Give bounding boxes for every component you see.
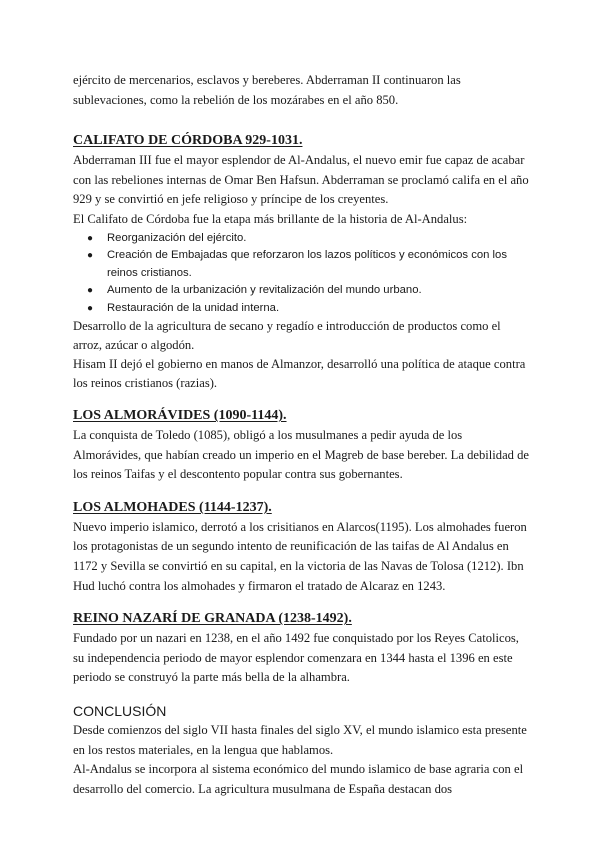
heading-almoravides: LOS ALMORÁVIDES (1090-1144). [73, 408, 287, 424]
almohades-paragraph: Nuevo imperio islamico, derrotó a los crisitianos en Alarcos(1195). Los almohades fueron los protagonistas de un segundo intento de reunificación de las taifas de Al Andalus en 1172 y Sevilla se convirtió en su capital, en la victoria de las Navas de Tolosa (1212). Ibn Hud luchó contra los almohades y firmaron el tratado de Alcaraz en 1243. [73, 519, 527, 593]
califato-list [73, 230, 531, 318]
spacer [73, 393, 531, 406]
spacer [73, 596, 531, 609]
califato-paragraph-1: Abderraman III fue el mayor esplendor de Al-Andalus, el nuevo emir fue capaz de acabar con las rebeliones internas de Omar Ben Hafsun. Abderraman se proclamó califa en el año 929 y se convirtió en jefe religioso y príncipe de los creyentes. [73, 153, 529, 207]
spacer [73, 110, 531, 131]
bullet-icon: ● [87, 285, 94, 297]
heading-conclusion: CONCLUSIÓN [73, 703, 167, 719]
heading-califato: CALIFATO DE CÓRDOBA 929-1031. [73, 133, 303, 149]
almoravides-paragraph: La conquista de Toledo (1085), obligó a los musulmanes a pedir ayuda de los Almorávides, que habían creado un imperio en el Magreb de base bereber. La debilidad de los reinos Taifas y el descontento popular contra sus gobernantes. [73, 428, 529, 482]
heading-almohades: LOS ALMOHADES (1144-1237). [73, 499, 272, 515]
list-item-text: Restauración de la unidad interna. [107, 301, 280, 314]
intro-paragraph: ejército de mercenarios, esclavos y bereberes. Abderraman II continuaron las sublevaciones, como la rebelión de los mozárabes en el año 850. [73, 73, 461, 107]
conclusion-paragraph-1: Desde comienzos del siglo VII hasta finales del siglo XV, el mundo islamico esta presente en los restos materiales, en la lengua que hablamos. [73, 723, 527, 757]
bullet-icon: ● [87, 232, 94, 244]
nazari-paragraph: Fundado por un nazari en 1238, en el año 1492 fue conquistado por los Reyes Catolicos, su independencia periodo de mayor esplendor comenzara en 1344 hasta el 1396 en este periodo se construyó la parte más bella de la alhambra. [73, 631, 519, 685]
list-item [73, 247, 531, 282]
califato-paragraph-2: El Califato de Córdoba fue la etapa más brillante de la historia de Al-Andalus: [73, 211, 468, 226]
bullet-icon: ● [87, 302, 94, 314]
document-body [73, 71, 531, 799]
list-item-text: Reorganización del ejército. [107, 231, 247, 244]
list-item [73, 300, 531, 318]
califato-paragraph-3: Desarrollo de la agricultura de secano y regadío e introducción de productos como el arroz, azúcar o algodón. [73, 319, 501, 353]
heading-nazari: REINO NAZARÍ DE GRANADA (1238-1492). [73, 611, 352, 627]
list-item [73, 230, 531, 248]
conclusion-paragraph-2: Al-Andalus se incorpora al sistema económico del mundo islamico de base agraria con el desarrollo del comercio. La agricultura musulmana de España destacan dos [73, 762, 524, 796]
list-item [73, 282, 531, 300]
spacer [73, 485, 531, 498]
list-item-text: Aumento de la urbanización y revitalización del mundo urbano. [107, 284, 422, 297]
bullet-icon: ● [87, 250, 94, 262]
spacer [73, 688, 531, 701]
califato-paragraph-4: Hisam II dejó el gobierno en manos de Almanzor, desarrolló una política de ataque contra los reinos cristianos (razias). [73, 357, 526, 391]
list-item-text: Creación de Embajadas que reforzaron los lazos políticos y económicos con los reinos cristianos. [107, 249, 507, 279]
